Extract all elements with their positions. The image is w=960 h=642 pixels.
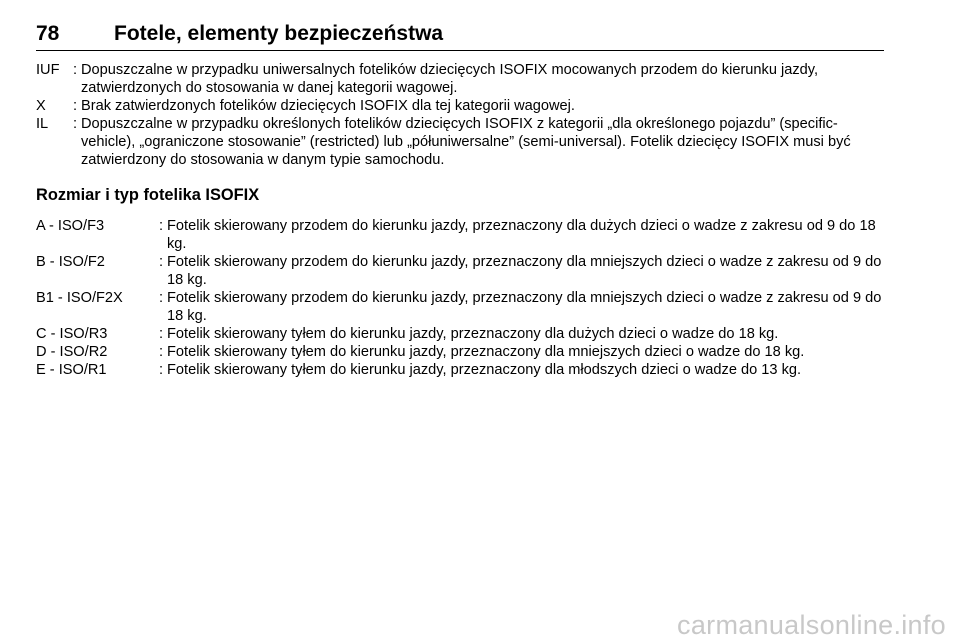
size-description: Fotelik skierowany tyłem do kierunku jazdy, przeznaczony dla mniejszych dzieci o wadze do 18 kg. (167, 344, 805, 360)
page-title: Fotele, elementy bezpieczeństwa (114, 22, 444, 45)
legend-description: Dopuszczalne w przypadku uniwersalnych fotelików dziecięcych ISOFIX mocowanych przodem do kierunku jazdy, zatwierdzonych do stosowania w danej kategorii wagowej. (81, 62, 819, 96)
size-code: B - ISO/F2 (36, 254, 105, 270)
size-separator: : (158, 290, 164, 306)
size-description: Fotelik skierowany przodem do kierunku jazdy, przeznaczony dla mniejszych dzieci o wadze z zakresu od 9 do 18 kg. (167, 290, 882, 324)
watermark: carmanualsonline.info (677, 610, 946, 640)
size-row-b (36, 253, 886, 289)
legend-separator: : (72, 62, 78, 78)
legend-separator: : (72, 98, 78, 114)
size-separator: : (158, 362, 164, 378)
size-row-d (36, 343, 886, 361)
size-separator: : (158, 218, 164, 234)
isofix-size-legend (36, 217, 886, 379)
size-row-e (36, 361, 886, 379)
legend-code: X (36, 98, 46, 114)
size-row-b1 (36, 289, 886, 325)
legend-code: IL (36, 116, 49, 132)
page-number: 78 (36, 22, 60, 45)
size-description: Fotelik skierowany przodem do kierunku jazdy, przeznaczony dla dużych dzieci o wadze z zakresu od 9 do 18 kg. (167, 218, 876, 252)
legend-separator: : (72, 116, 78, 132)
size-code: D - ISO/R2 (36, 344, 108, 360)
size-code: C - ISO/R3 (36, 326, 108, 342)
legend-code: IUF (36, 62, 60, 78)
legend-description: Dopuszczalne w przypadku określonych fotelików dziecięcych ISOFIX z kategorii „dla określonego pojazdu” (specific-vehicle), „ograniczone stosowanie” (restricted) lub „półuniwersalne” (semi-universal). Fotelik dziecięcy ISOFIX musi być zatwierdzony do stosowania w danym typie samochodu. (81, 116, 851, 168)
size-code: E - ISO/R1 (36, 362, 107, 378)
legend-row-iuf (36, 61, 886, 97)
size-description: Fotelik skierowany tyłem do kierunku jazdy, przeznaczony dla młodszych dzieci o wadze do 13 kg. (167, 362, 802, 378)
size-row-c (36, 325, 886, 343)
section-heading: Rozmiar i typ fotelika ISOFIX (36, 186, 260, 204)
size-separator: : (158, 254, 164, 270)
weight-category-legend (36, 61, 886, 169)
page-header (36, 22, 884, 51)
size-separator: : (158, 326, 164, 342)
size-code: A - ISO/F3 (36, 218, 105, 234)
size-code: B1 - ISO/F2X (36, 290, 123, 306)
size-description: Fotelik skierowany przodem do kierunku jazdy, przeznaczony dla mniejszych dzieci o wadze z zakresu od 9 do 18 kg. (167, 254, 882, 288)
legend-row-x (36, 97, 886, 115)
legend-description: Brak zatwierdzonych fotelików dziecięcych ISOFIX dla tej kategorii wagowej. (81, 98, 575, 114)
legend-row-il (36, 115, 886, 169)
size-row-a (36, 217, 886, 253)
size-separator: : (158, 344, 164, 360)
page-content (36, 61, 886, 379)
size-description: Fotelik skierowany tyłem do kierunku jazdy, przeznaczony dla dużych dzieci o wadze do 18 kg. (167, 326, 779, 342)
